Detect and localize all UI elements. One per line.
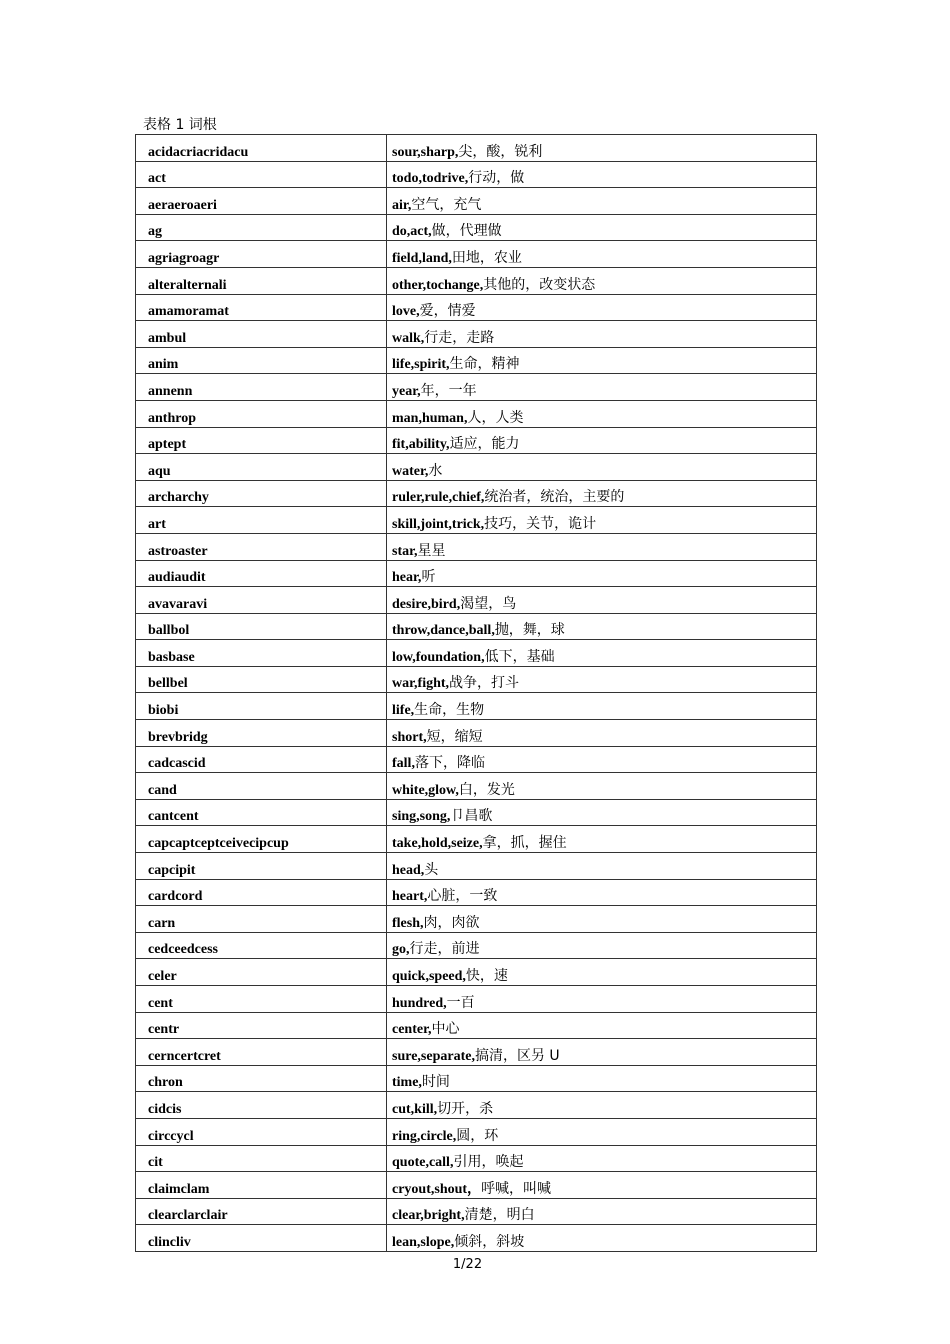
meaning-cell: [387, 188, 817, 215]
meaning-english: skill,joint,trick,: [392, 516, 485, 532]
meaning-chinese: 生命，生物: [414, 702, 485, 719]
root-cell: centr: [136, 1012, 387, 1039]
table-row: [136, 400, 817, 427]
meaning-cell: [387, 1172, 817, 1199]
root-cell: circcycl: [136, 1118, 387, 1145]
meaning-chinese: 水: [428, 462, 443, 479]
meaning-cell: [387, 1039, 817, 1066]
meaning-english: take,hold,seize,: [392, 836, 483, 852]
root-cell: ambul: [136, 321, 387, 348]
root-cell: cerncertcret: [136, 1039, 387, 1066]
table-row: [136, 321, 817, 348]
meaning-chinese: 抛，舞，球: [494, 622, 565, 639]
meaning-english: cryout,shout，: [392, 1181, 482, 1197]
table-row: [136, 214, 817, 241]
meaning-chinese: 呼喊，叫喊: [481, 1180, 552, 1197]
table-row: [136, 533, 817, 560]
meaning-cell: [387, 746, 817, 773]
meaning-cell: [387, 1065, 817, 1092]
meaning-cell: [387, 321, 817, 348]
table-row: [136, 826, 817, 853]
meaning-english: lean,slope,: [392, 1234, 455, 1250]
meaning-chinese: 尖，酸，锐利: [458, 143, 543, 160]
meaning-chinese: 生命，精神: [449, 356, 520, 373]
table-row: [136, 374, 817, 401]
meaning-english: year,: [392, 383, 421, 399]
root-cell: act: [136, 161, 387, 188]
meaning-chinese: 爱，情爱: [419, 303, 476, 320]
root-cell: acidacriacridacu: [136, 135, 387, 162]
meaning-english: war,fight,: [392, 676, 450, 692]
meaning-cell: [387, 1145, 817, 1172]
table-row: [136, 1065, 817, 1092]
meaning-english: life,spirit,: [392, 357, 450, 373]
root-cell: archarchy: [136, 480, 387, 507]
root-cell: ballbol: [136, 613, 387, 640]
table-row: [136, 560, 817, 587]
table-row: [136, 161, 817, 188]
meaning-cell: [387, 454, 817, 481]
meaning-english: head,: [392, 862, 425, 878]
meaning-cell: [387, 1092, 817, 1119]
table-row: [136, 720, 817, 747]
table-row: [136, 294, 817, 321]
root-cell: brevbridg: [136, 720, 387, 747]
meaning-chinese: 搞清，区另 U: [474, 1047, 560, 1064]
root-cell: cand: [136, 773, 387, 800]
table-row: [136, 1012, 817, 1039]
table-row: [136, 746, 817, 773]
meaning-cell: [387, 1225, 817, 1252]
meaning-english: cut,kill,: [392, 1101, 438, 1117]
meaning-english: heart,: [392, 889, 428, 905]
table-row: [136, 188, 817, 215]
meaning-cell: [387, 826, 817, 853]
meaning-english: other,tochange,: [392, 277, 484, 293]
meaning-chinese: 行走，走路: [424, 329, 495, 346]
meaning-chinese: 中心: [431, 1021, 460, 1038]
table-row: [136, 241, 817, 268]
root-cell: cedceedcess: [136, 932, 387, 959]
meaning-cell: [387, 135, 817, 162]
meaning-chinese: 低下，基础: [484, 648, 555, 665]
meaning-english: center,: [392, 1022, 432, 1038]
meaning-english: go,: [392, 942, 410, 958]
meaning-cell: [387, 294, 817, 321]
table-row: [136, 1145, 817, 1172]
meaning-cell: [387, 720, 817, 747]
word-root-table: [135, 134, 817, 1252]
meaning-chinese: 时间: [421, 1074, 450, 1091]
meaning-english: flesh,: [392, 915, 424, 931]
meaning-chinese: 白，发光: [458, 781, 515, 798]
root-cell: chron: [136, 1065, 387, 1092]
root-cell: capcaptceptceivecipcup: [136, 826, 387, 853]
table-row: [136, 454, 817, 481]
meaning-english: sing,song,: [392, 809, 451, 825]
meaning-cell: [387, 959, 817, 986]
meaning-english: hundred,: [392, 995, 447, 1011]
meaning-chinese: 技巧，关节，诡计: [484, 515, 597, 532]
meaning-english: throw,dance,ball,: [392, 623, 495, 639]
table-row: [136, 613, 817, 640]
root-cell: anthrop: [136, 400, 387, 427]
root-cell: bellbel: [136, 666, 387, 693]
meaning-cell: [387, 347, 817, 374]
table-row: [136, 427, 817, 454]
meaning-chinese: 短，缩短: [426, 728, 483, 745]
meaning-english: field,land,: [392, 250, 452, 266]
meaning-cell: [387, 879, 817, 906]
meaning-english: walk,: [392, 330, 425, 346]
meaning-chinese: 听: [421, 569, 436, 586]
meaning-english: love,: [392, 304, 420, 320]
meaning-cell: [387, 1198, 817, 1225]
table-row: [136, 1172, 817, 1199]
meaning-english: sour,sharp,: [392, 144, 459, 160]
meaning-english: time,: [392, 1075, 422, 1091]
table-row: [136, 799, 817, 826]
root-cell: aqu: [136, 454, 387, 481]
page-number: 1/22: [452, 1257, 483, 1272]
root-cell: capcipit: [136, 853, 387, 880]
meaning-chinese: 落下，降临: [414, 755, 485, 772]
meaning-english: life,: [392, 703, 415, 719]
meaning-english: quote,call,: [392, 1155, 454, 1171]
meaning-chinese: 渴望，鸟: [460, 595, 517, 612]
root-cell: cent: [136, 986, 387, 1013]
table-row: [136, 666, 817, 693]
root-cell: anim: [136, 347, 387, 374]
meaning-chinese: 适应，能力: [449, 436, 520, 453]
root-cell: aptept: [136, 427, 387, 454]
table-row: [136, 879, 817, 906]
table-row: [136, 1039, 817, 1066]
root-cell: annenn: [136, 374, 387, 401]
meaning-chinese: 行动，做: [468, 170, 525, 187]
meaning-english: short,: [392, 729, 427, 745]
meaning-english: water,: [392, 463, 429, 479]
meaning-english: low,foundation,: [392, 649, 485, 665]
meaning-chinese: 快，速: [465, 968, 508, 984]
meaning-chinese: 头: [424, 861, 439, 878]
table-row: [136, 507, 817, 534]
table-row: [136, 773, 817, 800]
meaning-chinese: 肉，肉欲: [423, 914, 480, 931]
root-cell: cadcascid: [136, 746, 387, 773]
meaning-cell: [387, 853, 817, 880]
meaning-cell: [387, 799, 817, 826]
meaning-chinese: 引用，唤起: [453, 1154, 524, 1171]
root-cell: avavaravi: [136, 587, 387, 614]
meaning-chinese: 切开，杀: [437, 1100, 494, 1117]
table-row: [136, 640, 817, 667]
root-cell: cidcis: [136, 1092, 387, 1119]
table-row: [136, 135, 817, 162]
meaning-chinese: 年，一年: [420, 382, 477, 399]
root-cell: carn: [136, 906, 387, 933]
table-row: [136, 853, 817, 880]
word-root-table-body: [136, 135, 817, 1252]
meaning-chinese: 统治者，统治，主要的: [484, 489, 625, 506]
root-cell: amamoramat: [136, 294, 387, 321]
meaning-english: desire,bird,: [392, 596, 461, 612]
meaning-chinese: 拿，抓，握住: [482, 835, 567, 852]
meaning-english: do,act,: [392, 224, 432, 240]
meaning-cell: [387, 507, 817, 534]
meaning-cell: [387, 773, 817, 800]
root-cell: ag: [136, 214, 387, 241]
meaning-chinese: 卩昌歌: [450, 808, 493, 825]
root-cell: astroaster: [136, 533, 387, 560]
root-cell: art: [136, 507, 387, 534]
table-row: [136, 347, 817, 374]
table-row: [136, 932, 817, 959]
meaning-cell: [387, 1118, 817, 1145]
meaning-cell: [387, 374, 817, 401]
meaning-english: clear,bright,: [392, 1208, 465, 1224]
meaning-chinese: 一百: [446, 994, 475, 1011]
table-row: [136, 1198, 817, 1225]
table-row: [136, 1092, 817, 1119]
meaning-cell: [387, 400, 817, 427]
table-row: [136, 587, 817, 614]
meaning-english: hear,: [392, 570, 422, 586]
meaning-chinese: 星星: [417, 542, 446, 559]
root-cell: audiaudit: [136, 560, 387, 587]
meaning-english: fit,ability,: [392, 437, 450, 453]
root-cell: cantcent: [136, 799, 387, 826]
table-caption: 表格 1 词根: [143, 117, 217, 133]
table-row: [136, 693, 817, 720]
meaning-cell: [387, 480, 817, 507]
meaning-cell: [387, 693, 817, 720]
meaning-cell: [387, 640, 817, 667]
meaning-english: man,human,: [392, 410, 468, 426]
root-cell: alteralternali: [136, 267, 387, 294]
meaning-cell: [387, 533, 817, 560]
root-cell: aeraeroaeri: [136, 188, 387, 215]
meaning-cell: [387, 986, 817, 1013]
meaning-cell: [387, 267, 817, 294]
table-row: [136, 480, 817, 507]
meaning-cell: [387, 587, 817, 614]
root-cell: biobi: [136, 693, 387, 720]
root-cell: clincliv: [136, 1225, 387, 1252]
meaning-chinese: 倾斜，斜坡: [454, 1233, 525, 1250]
meaning-cell: [387, 560, 817, 587]
meaning-chinese: 空气，充气: [411, 196, 482, 213]
meaning-cell: [387, 932, 817, 959]
meaning-english: sure,separate,: [392, 1048, 475, 1064]
table-row: [136, 1225, 817, 1252]
meaning-chinese: 其他的，改变状态: [483, 276, 596, 293]
meaning-english: star,: [392, 543, 418, 559]
table-row: [136, 959, 817, 986]
root-cell: celer: [136, 959, 387, 986]
meaning-cell: [387, 613, 817, 640]
meaning-english: ring,circle,: [392, 1128, 457, 1144]
meaning-chinese: 圆，环: [456, 1127, 499, 1144]
meaning-cell: [387, 214, 817, 241]
meaning-cell: [387, 666, 817, 693]
table-row: [136, 267, 817, 294]
root-cell: claimclam: [136, 1172, 387, 1199]
meaning-cell: [387, 906, 817, 933]
table-row: [136, 1118, 817, 1145]
meaning-chinese: 清楚，明白: [464, 1207, 535, 1224]
meaning-chinese: 田地，农业: [451, 249, 522, 266]
meaning-english: quick,speed,: [392, 969, 466, 984]
meaning-cell: [387, 1012, 817, 1039]
meaning-english: ruler,rule,chief,: [392, 490, 485, 506]
meaning-cell: [387, 241, 817, 268]
meaning-english: fall,: [392, 756, 415, 772]
meaning-chinese: 人，人类: [467, 409, 524, 426]
root-cell: cardcord: [136, 879, 387, 906]
meaning-english: todo,todrive,: [392, 171, 469, 187]
meaning-cell: [387, 427, 817, 454]
meaning-chinese: 做，代理做: [431, 223, 502, 240]
root-cell: cit: [136, 1145, 387, 1172]
meaning-english: air,: [392, 197, 412, 213]
meaning-chinese: 行走，前进: [409, 941, 480, 958]
root-cell: clearclarclair: [136, 1198, 387, 1225]
table-row: [136, 986, 817, 1013]
meaning-english: white,glow,: [392, 782, 459, 798]
table-row: [136, 906, 817, 933]
meaning-chinese: 战争，打斗: [449, 675, 520, 692]
meaning-cell: [387, 161, 817, 188]
root-cell: basbase: [136, 640, 387, 667]
root-cell: agriagroagr: [136, 241, 387, 268]
meaning-chinese: 心脏，一致: [427, 888, 498, 905]
